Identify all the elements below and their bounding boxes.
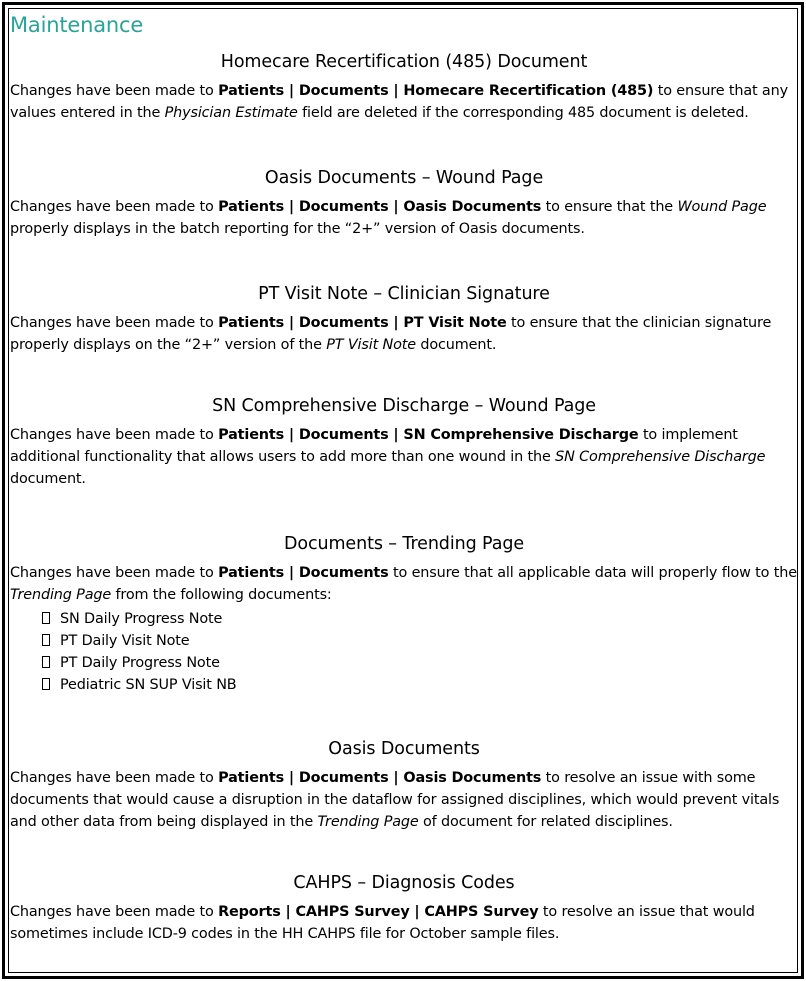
list-item (42, 630, 798, 652)
text-run: document. (10, 471, 86, 487)
list-item-label: PT Daily Visit Note (60, 633, 190, 649)
section-paragraph (10, 196, 798, 240)
section-pt-visit-note-signature (10, 282, 798, 356)
emphasized-term: Wound Page (677, 199, 767, 215)
section-paragraph (10, 901, 798, 945)
document-content (10, 0, 798, 942)
text-run: from the following documents: (111, 587, 332, 603)
section-oasis-documents-dataflow (10, 737, 798, 833)
emphasized-term: SN Comprehensive Discharge (555, 449, 766, 465)
menu-path: Patients | Documents | Oasis Documents (218, 199, 542, 215)
page-title: Maintenance (10, 13, 144, 37)
section-paragraph (10, 424, 798, 490)
list-item-label: SN Daily Progress Note (60, 611, 223, 627)
section-cahps-diagnosis-codes (10, 871, 798, 945)
emphasized-term: Trending Page (317, 814, 419, 830)
section-paragraph (10, 767, 798, 833)
section-heading: Documents – Trending Page (283, 534, 525, 554)
text-run: Changes have been made to (10, 315, 219, 331)
list-item (42, 608, 798, 630)
section-paragraph (10, 562, 798, 606)
text-run: Changes have been made to (10, 904, 219, 920)
list-item-label: PT Daily Progress Note (60, 655, 220, 671)
menu-path: Patients | Documents (218, 565, 389, 581)
document-list (10, 608, 798, 696)
text-run: Changes have been made to (10, 83, 219, 99)
text-run: Changes have been made to (10, 427, 219, 443)
text-run: to ensure that the (541, 199, 678, 215)
section-documents-trending-page (10, 532, 798, 696)
menu-path: Patients | Documents | Homecare Recertification (485) (218, 83, 654, 99)
list-item (42, 674, 798, 696)
menu-path: Patients | Documents | Oasis Documents (218, 770, 542, 786)
text-run: to resolve an issue with some documents that would cause a disruption in the dataflow for assigned disciplines, which would prevent vitals and other data from being displayed in the (10, 770, 780, 830)
text-run: Changes have been made to (10, 565, 219, 581)
square-bullet-icon (42, 612, 50, 624)
section-heading: PT Visit Note – Clinician Signature (258, 284, 550, 304)
list-item-label: Pediatric SN SUP Visit NB (60, 677, 237, 693)
text-run: to ensure that all applicable data will properly flow to the (388, 565, 797, 581)
section-sn-comprehensive-discharge (10, 394, 798, 490)
section-paragraph (10, 80, 798, 124)
section-heading: Oasis Documents (328, 739, 480, 759)
menu-path: Reports | CAHPS Survey | CAHPS Survey (218, 904, 539, 920)
text-run: to implement additional functionality that allows users to add more than one wound in the (10, 427, 738, 465)
text-run: of document for related disciplines. (418, 814, 673, 830)
section-heading: Homecare Recertification (485) Document (220, 52, 588, 72)
text-run: document. (415, 337, 497, 353)
emphasized-term: Physician Estimate (164, 105, 298, 121)
menu-path: Patients | Documents | SN Comprehensive Discharge (218, 427, 639, 443)
text-run: to ensure that the clinician signature properly displays on the “2+” version of the (10, 315, 772, 353)
emphasized-term: Trending Page (10, 587, 112, 603)
text-run: Changes have been made to (10, 770, 219, 786)
square-bullet-icon (42, 656, 50, 668)
text-run: Changes have been made to (10, 199, 219, 215)
text-run: field are deleted if the corresponding 485 document is deleted. (297, 105, 749, 121)
text-run: properly displays in the batch reporting for the “2+” version of Oasis documents. (10, 221, 585, 237)
menu-path: Patients | Documents | PT Visit Note (218, 315, 507, 331)
section-heading: SN Comprehensive Discharge – Wound Page (212, 396, 596, 416)
emphasized-term: PT Visit Note (326, 337, 416, 353)
section-heading: CAHPS – Diagnosis Codes (293, 873, 515, 893)
text-run: to ensure that any values entered in the (10, 83, 788, 121)
square-bullet-icon (42, 634, 50, 646)
section-paragraph (10, 312, 798, 356)
section-oasis-wound-page (10, 166, 798, 240)
section-heading: Oasis Documents – Wound Page (264, 168, 544, 188)
square-bullet-icon (42, 678, 50, 690)
list-item (42, 652, 798, 674)
section-homecare-recertification (10, 50, 798, 124)
text-run: to resolve an issue that would sometimes include ICD-9 codes in the HH CAHPS file for October sample files. (10, 904, 755, 942)
